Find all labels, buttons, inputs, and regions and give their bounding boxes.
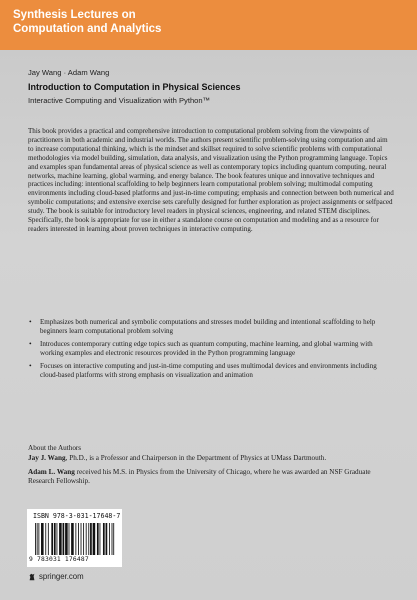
about-the-authors (28, 444, 394, 491)
barcode-bar (103, 523, 105, 555)
author-bio-2 (28, 468, 394, 486)
barcode-bar (78, 523, 79, 555)
book-abstract: This book provides a practical and comprehensive introduction to computational problem solving from the viewpoints of practitioners in both academic and industrial worlds. The authors present scientific problem-solving using computation and aim to increase computational thinking, which is the mindset and skillset required to solve scientific problems with computational methodologies via model building, simulation, data analysis, and visualization using the Python programming language. Topics and examples span fundamental areas of physical science as well as contemporary topics including quantum computing, neural networks, machine learning, global warming, and energy balance. The book features unique and innovative techniques and practices including: intentional scaffolding to help beginners learn computational problem solving; multimodal computing environments including cloud-based platforms and just-in-time computing; emphasis and connection between both numerical and symbolic computations; and extensive exercise sets carefully designed for further exploration as project assignments or selfpaced study. The book is suitable for introductory level readers in physical sciences, engineering, and related STEM disciplines. Specifically, the book is appropriate for use in either a standalone course on computation and modeling and as a resource for readers interested in learning about proven techniques in interactive computing. (28, 127, 394, 233)
barcode-bar (54, 523, 56, 555)
barcode-bar (57, 523, 58, 555)
author-bio-1 (28, 454, 394, 463)
author-name-1: Jay J. Wang (28, 454, 66, 462)
author-bio-2-text: received his M.S. in Physics from the University of Chicago, where he was awarded an NSF Graduate Research Fellowship. (28, 468, 371, 485)
series-band (0, 0, 417, 50)
barcode-bar (112, 523, 113, 555)
about-heading: About the Authors (28, 444, 82, 452)
barcode-bars (35, 523, 115, 555)
publisher-url: springer.com (39, 572, 84, 581)
author-name-2: Adam L. Wang (28, 468, 75, 476)
barcode-box (27, 509, 122, 567)
authors-line: Jay Wang · Adam Wang (28, 68, 110, 77)
list-item-text: Emphasizes both numerical and symbolic computations and stresses model building and intentional scaffolding to help beginners learn computational problem solving (40, 318, 376, 335)
list-item-text: Focuses on interactive computing and just-in-time computing and uses multimodal devices and environments including cloud-based platforms with strong emphasis on visualization and animation (40, 361, 377, 379)
barcode-bar (37, 523, 38, 555)
list-item (28, 340, 394, 358)
feature-list (28, 318, 394, 383)
barcode-bar (100, 523, 101, 555)
bullet-icon: • (29, 338, 32, 348)
barcode-bar (65, 523, 68, 555)
series-title-line-2: Computation and Analytics (13, 23, 162, 35)
book-header (28, 68, 398, 106)
isbn-text: ISBN 978-3-031-17648-7 (33, 512, 121, 520)
springer-horse-icon (28, 573, 36, 581)
barcode-bar (113, 523, 114, 555)
list-item-text: Introduces contemporary cutting edge topics such as quantum computing, machine learning, and global warming with working examples and electronic resources provided in the Python programming language (40, 339, 373, 357)
barcode-bar (75, 523, 76, 555)
bullet-icon: • (29, 317, 32, 326)
barcode-bar (86, 523, 87, 555)
barcode-bar (97, 523, 99, 555)
publisher-mark (28, 572, 84, 581)
barcode-bar (38, 523, 39, 555)
barcode-bar (88, 523, 89, 555)
barcode-bar (83, 523, 84, 555)
barcode-bar (109, 523, 110, 555)
list-item (28, 362, 394, 380)
barcode-bar (71, 523, 74, 555)
barcode-bar (45, 523, 46, 555)
list-item (28, 318, 394, 336)
barcode-bar (41, 523, 44, 555)
bullet-icon: • (29, 360, 32, 370)
barcode-bar (35, 523, 36, 555)
barcode-bar (93, 523, 96, 555)
series-title-line-1: Synthesis Lectures on (13, 9, 136, 21)
barcode-bar (59, 523, 62, 555)
author-bio-1-text: , Ph.D., is a Professor and Chairperson in the Department of Physics at UMass Dartmouth. (65, 454, 327, 462)
barcode-bar (69, 523, 70, 555)
barcode-bar (81, 523, 82, 555)
series-title (13, 8, 393, 36)
barcode-bar (51, 523, 53, 555)
book-title: Introduction to Computation in Physical Sciences (28, 82, 241, 92)
barcode-bar (48, 523, 49, 555)
barcode-bar (90, 523, 92, 555)
barcode-digits: 9 783031 176487 (29, 556, 89, 563)
barcode-bar (106, 523, 108, 555)
book-subtitle: Interactive Computing and Visualization with Python™ (28, 96, 211, 105)
barcode-bar (63, 523, 65, 555)
